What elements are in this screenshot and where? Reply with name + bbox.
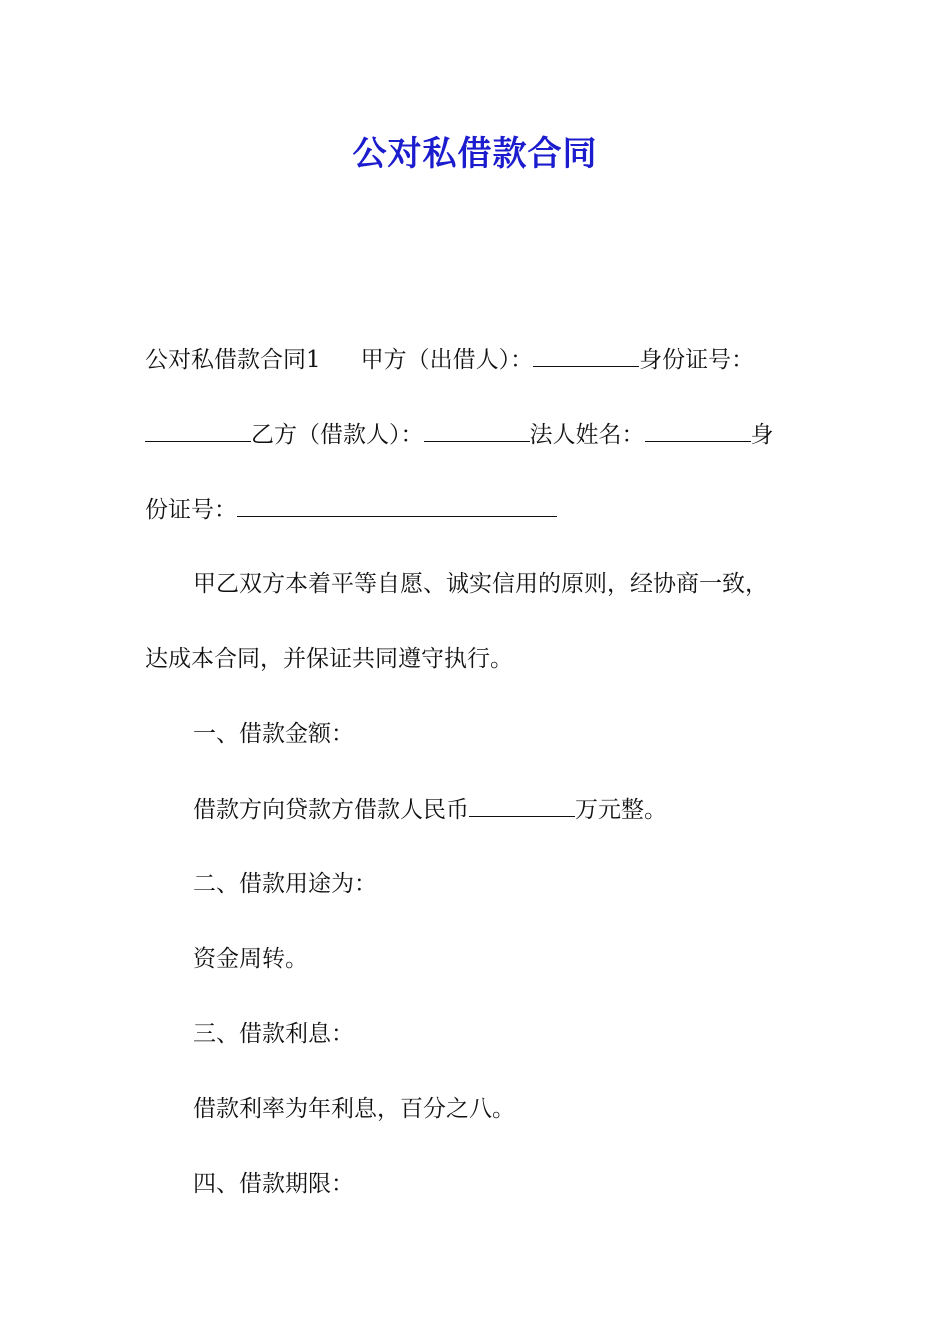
party-b-label: 乙方（借款人）： <box>251 422 424 448</box>
section-3-heading: 三、借款利息： <box>193 1021 354 1047</box>
id-label-part1: 身 <box>750 422 774 448</box>
loan-amount-suffix: 万元整。 <box>575 797 667 823</box>
party-a-label: 甲方（出借人）： <box>360 347 534 373</box>
intro-line-2 <box>145 419 810 450</box>
party-a-blank <box>533 344 639 367</box>
intro-line-3 <box>145 494 810 525</box>
intro-line-1 <box>145 344 810 375</box>
legal-person-label: 法人姓名： <box>529 422 645 448</box>
contract-heading: 公对私借款合同1 <box>145 347 321 373</box>
section-4-heading: 四、借款期限： <box>193 1171 354 1197</box>
section-1-heading: 一、借款金额： <box>193 721 354 747</box>
id-label-part2: 份证号： <box>145 497 237 523</box>
section-1-body <box>193 794 858 825</box>
preamble-line-1: 甲乙双方本着平等自愿、诚实信用的原则，经协商一致， <box>193 571 768 597</box>
legal-person-blank <box>645 419 751 442</box>
loan-amount-blank <box>469 794 575 817</box>
section-2-heading: 二、借款用途为： <box>193 871 377 897</box>
section-3-body: 借款利率为年利息，百分之八。 <box>193 1096 515 1122</box>
preamble-line-2: 达成本合同，并保证共同遵守执行。 <box>145 646 513 672</box>
id-number-blank-long <box>237 494 557 517</box>
party-b-blank <box>424 419 530 442</box>
section-2-body: 资金周转。 <box>193 946 308 972</box>
id-number-label: 身份证号： <box>639 347 755 373</box>
id-number-blank <box>145 419 251 442</box>
document-title: 公对私借款合同 <box>352 134 598 174</box>
loan-amount-prefix: 借款方向贷款方借款人民币 <box>193 797 469 823</box>
